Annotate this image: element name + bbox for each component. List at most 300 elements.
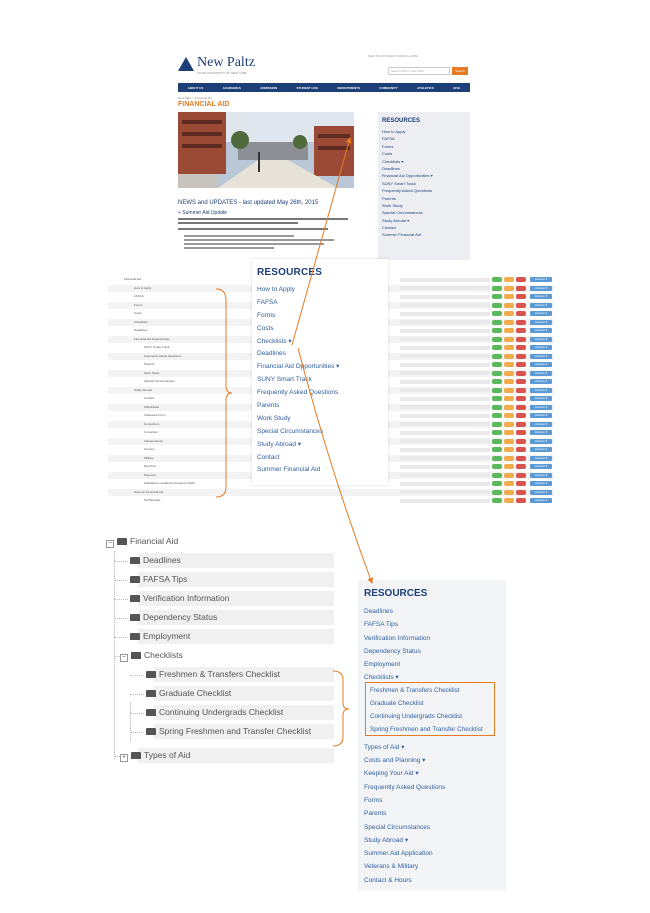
cms-row-label: Checklists <box>134 319 148 324</box>
tree-row[interactable] <box>92 627 334 646</box>
cms-row-bar <box>400 482 490 486</box>
cms-row-bar <box>400 414 490 418</box>
tree-row[interactable] <box>92 608 334 627</box>
actions-button[interactable]: Actions ▾ <box>530 405 552 410</box>
delete-button[interactable] <box>516 464 526 469</box>
folder-open-icon <box>131 652 141 659</box>
resource-link[interactable]: Study Abroad ▾ <box>257 440 302 448</box>
tree-label <box>146 703 283 722</box>
actions-button[interactable]: Actions ▾ <box>530 464 552 469</box>
news-text-line <box>178 228 328 230</box>
tree-label-text: Spring Freshmen and Transfer Checklist <box>159 726 312 736</box>
resource-link[interactable]: Work Study <box>257 414 291 422</box>
cms-row-bar <box>400 320 490 324</box>
tree-label <box>146 665 280 684</box>
tree-guide <box>130 732 144 733</box>
tree-row[interactable] <box>92 589 334 608</box>
actions-button[interactable]: Actions ▾ <box>530 362 552 367</box>
resource-link[interactable]: Forms <box>382 143 394 149</box>
resource-link[interactable]: How to Apply <box>257 286 295 293</box>
news-text-line <box>178 222 298 224</box>
resource-link[interactable]: Contact <box>382 225 396 231</box>
tree-label-text: Checklists <box>144 650 183 660</box>
nav-item[interactable]: ADMISSION <box>260 85 278 90</box>
edit-button[interactable] <box>504 354 514 359</box>
actions-button[interactable]: Actions ▾ <box>530 294 552 299</box>
cms-row-label: Net Price <box>144 464 157 468</box>
publish-button[interactable] <box>492 294 502 299</box>
tree-guide <box>130 675 144 676</box>
resource-link[interactable]: How to Apply <box>382 129 406 134</box>
tree-guide <box>114 561 128 562</box>
actions-button[interactable]: Actions ▾ <box>530 473 552 478</box>
cms-row-bar <box>400 329 490 333</box>
actions-button[interactable]: Actions ▾ <box>530 396 552 401</box>
cms-row-label: Costs <box>134 311 142 315</box>
edit-button[interactable] <box>504 379 514 384</box>
actions-button[interactable]: Actions ▾ <box>530 447 552 452</box>
news-text-line <box>184 247 274 249</box>
cms-row-bar <box>400 286 490 290</box>
tree-guide <box>114 599 128 600</box>
publish-button[interactable] <box>492 303 502 308</box>
cms-row-bar <box>400 473 490 477</box>
resource-link[interactable]: Summer Aid Application <box>364 850 433 858</box>
cms-row-label: Study Abroad <box>134 387 153 392</box>
cms-row-bar <box>400 397 490 401</box>
campus-photo <box>178 112 354 188</box>
resource-link[interactable]: Forms <box>364 796 383 804</box>
edit-button[interactable] <box>504 473 514 478</box>
publish-button[interactable] <box>492 481 502 486</box>
tree-label-text: Freshmen & Transfers Checklist <box>159 669 280 679</box>
resource-link[interactable]: Keeping Your Aid ▾ <box>364 770 419 778</box>
resource-link[interactable]: Summer Financial Aid <box>257 466 321 474</box>
edit-button[interactable] <box>504 286 514 291</box>
resource-link[interactable]: Frequently Asked Questions <box>382 188 433 194</box>
resource-link[interactable]: Parents <box>257 402 280 410</box>
delete-button[interactable] <box>516 498 526 503</box>
resource-link[interactable]: Work Study <box>382 202 403 208</box>
tree-row-child[interactable] <box>92 665 334 684</box>
tree-row[interactable] <box>92 551 334 570</box>
cms-row-bar <box>400 363 490 367</box>
edit-button[interactable] <box>504 413 514 418</box>
resource-link[interactable]: Contact <box>257 453 280 461</box>
cms-row-bar <box>400 422 490 426</box>
tree-label <box>120 746 190 765</box>
publish-button[interactable] <box>492 320 502 325</box>
tree-label <box>120 646 183 665</box>
resource-link[interactable]: FAFSA <box>257 298 278 306</box>
tree-label-text: Verification Information <box>143 593 230 603</box>
delete-button[interactable] <box>516 413 526 418</box>
actions-button[interactable]: Actions ▾ <box>530 422 552 427</box>
top-links[interactable]: NEW PALTZ DIRECTORIES ALUMNI <box>368 54 419 58</box>
folder-icon <box>146 728 156 735</box>
edit-button[interactable] <box>504 371 514 376</box>
actions-button[interactable]: Actions ▾ <box>530 388 552 393</box>
news-headline: NEWS and UPDATES - last updated May 26th, 2015 <box>178 200 319 206</box>
tree-label-text: Deadlines <box>143 555 181 565</box>
logo-subtitle: STATE UNIVERSITY OF NEW YORK <box>197 71 248 75</box>
edit-button[interactable] <box>504 328 514 333</box>
tree-label-text: Graduate Checklist <box>159 688 232 698</box>
tree-guide <box>130 694 144 695</box>
delete-button[interactable] <box>516 345 526 350</box>
submenu-link[interactable]: Graduate Checklist <box>370 700 424 707</box>
cms-row-label: Correction <box>144 430 158 434</box>
delete-button[interactable] <box>516 481 526 486</box>
news-text-line <box>184 235 294 237</box>
resource-link[interactable]: Checklists ▾ <box>382 158 404 164</box>
nav-item[interactable]: DEPARTMENTS <box>337 85 360 90</box>
tree-row-child[interactable] <box>92 722 334 741</box>
tree-row[interactable] <box>92 746 334 765</box>
folder-icon <box>130 595 140 602</box>
folder-icon <box>131 752 141 759</box>
actions-button[interactable]: Actions ▾ <box>530 345 552 350</box>
edit-button[interactable] <box>504 362 514 367</box>
folder-icon <box>130 633 140 640</box>
resource-link[interactable]: Study Abroad ▾ <box>364 836 409 844</box>
delete-button[interactable] <box>516 294 526 299</box>
logo-mark-icon <box>178 57 194 71</box>
delete-button[interactable] <box>516 396 526 401</box>
resource-link[interactable]: Deadlines <box>364 608 393 615</box>
site-search-input[interactable]: Search SUNY New Paltz <box>388 67 450 75</box>
edit-button[interactable] <box>504 456 514 461</box>
resource-link[interactable]: Financial Aid Opportunities ▾ <box>382 173 433 179</box>
publish-button[interactable] <box>492 464 502 469</box>
resource-link[interactable]: Deadlines <box>382 165 400 171</box>
news-text-line <box>178 218 348 220</box>
publish-button[interactable] <box>492 354 502 359</box>
delete-button[interactable] <box>516 303 526 308</box>
tree-row[interactable] <box>92 570 334 589</box>
breadcrumb[interactable]: New Paltz > Financial Aid <box>178 96 212 100</box>
delete-button[interactable] <box>516 456 526 461</box>
nav-item[interactable]: ACADEMICS <box>222 85 241 90</box>
actions-button[interactable]: Actions ▾ <box>530 379 552 384</box>
cms-row-bar <box>400 380 490 384</box>
page-title: FINANCIAL AID <box>178 101 230 108</box>
edit-button[interactable] <box>504 464 514 469</box>
publish-button[interactable] <box>492 379 502 384</box>
edit-button[interactable] <box>504 498 514 503</box>
edit-button[interactable] <box>504 430 514 435</box>
cms-row-label: Military <box>144 455 154 460</box>
cms-row-bar <box>400 439 490 443</box>
publish-button[interactable] <box>492 456 502 461</box>
actions-button[interactable]: Actions ▾ <box>530 430 552 435</box>
publish-button[interactable] <box>492 277 502 282</box>
resource-link[interactable]: Contact & Hours <box>364 876 412 884</box>
cms-row-bar <box>400 303 490 307</box>
resource-link[interactable]: Frequently Asked Questions <box>257 389 339 397</box>
tree-guide <box>114 580 128 581</box>
delete-button[interactable] <box>516 490 526 495</box>
actions-button[interactable]: Actions ▾ <box>530 328 552 333</box>
cms-row-bar <box>400 346 490 350</box>
cms-row-label: FAFSA <box>134 294 144 298</box>
delete-button[interactable] <box>516 439 526 444</box>
actions-button[interactable]: Actions ▾ <box>530 481 552 486</box>
publish-button[interactable] <box>492 311 502 316</box>
news-subhead[interactable]: + Summer Aid Update <box>178 210 228 216</box>
edit-button[interactable] <box>504 311 514 316</box>
publish-button[interactable] <box>492 498 502 503</box>
cms-row-label: Financial Aid Opportunities <box>134 336 170 341</box>
cms-row-label: Frequently Asked Questions <box>144 353 182 358</box>
site-tree-proposed <box>92 532 334 768</box>
resource-link[interactable]: Parents <box>382 195 396 201</box>
publish-button[interactable] <box>492 413 502 418</box>
delete-button[interactable] <box>516 430 526 435</box>
actions-button[interactable]: Actions ▾ <box>530 286 552 291</box>
collapse-icon[interactable]: − <box>121 654 127 661</box>
cms-row-bar <box>400 465 490 469</box>
submenu-link[interactable]: Spring Freshmen and Transfer Checklist <box>370 726 483 733</box>
publish-button[interactable] <box>492 328 502 333</box>
tree-label-text: Dependency Status <box>143 612 218 622</box>
edit-button[interactable] <box>504 294 514 299</box>
resource-link[interactable]: FAFSA Tips <box>364 621 398 629</box>
tree-label <box>130 551 181 570</box>
tree-row-child[interactable] <box>92 684 334 703</box>
resource-link[interactable]: SUNY Smart Track <box>382 180 416 186</box>
cms-row-label: Literacy <box>144 447 155 451</box>
resource-link[interactable]: Special Circumstances <box>364 823 431 831</box>
tree-label-text: Financial Aid <box>130 536 179 546</box>
tree-row-child[interactable] <box>92 703 334 722</box>
folder-open-icon <box>117 538 127 545</box>
actions-button[interactable]: Actions ▾ <box>530 303 552 308</box>
cms-row-bar <box>400 354 490 358</box>
tree-label <box>130 570 187 589</box>
delete-button[interactable] <box>516 311 526 316</box>
resource-link[interactable]: Special Circumstances <box>257 427 324 435</box>
publish-button[interactable] <box>492 345 502 350</box>
resource-link-checklists[interactable]: Checklists ▾ <box>364 674 399 682</box>
nav-item[interactable]: STUDENT LIFE <box>296 85 318 90</box>
tree-label <box>130 589 229 608</box>
delete-button[interactable] <box>516 422 526 427</box>
site-resources-sidebar <box>378 112 470 260</box>
actions-button[interactable]: Actions ▾ <box>530 311 552 316</box>
folder-icon <box>146 671 156 678</box>
delete-button[interactable] <box>516 473 526 478</box>
tree-row-root[interactable] <box>92 532 334 551</box>
cms-row-bar <box>400 295 490 299</box>
cms-row-bar <box>400 312 490 316</box>
publish-button[interactable] <box>492 422 502 427</box>
publish-button[interactable] <box>492 337 502 342</box>
actions-button[interactable]: Actions ▾ <box>530 456 552 461</box>
nav-item[interactable]: COMMUNITY <box>379 85 398 90</box>
publish-button[interactable] <box>492 439 502 444</box>
resource-link[interactable]: Deadlines <box>257 350 286 358</box>
delete-button[interactable] <box>516 447 526 452</box>
edit-button[interactable] <box>504 490 514 495</box>
cms-row-bar <box>400 371 490 375</box>
resources-title: RESOURCES <box>257 267 323 278</box>
cms-row-label: Satisfactory Academic Progress (SAP) <box>144 481 196 485</box>
edit-button[interactable] <box>504 405 514 410</box>
delete-button[interactable] <box>516 371 526 376</box>
cms-row-label: Financial Aid <box>124 277 142 281</box>
cms-row[interactable] <box>108 497 554 504</box>
resource-link[interactable]: SUNY Smart Track <box>257 376 312 384</box>
nav-item[interactable]: GIVE <box>453 85 461 90</box>
edit-button[interactable] <box>504 388 514 393</box>
actions-button[interactable]: Actions ▾ <box>530 490 552 495</box>
cms-row-label: Tax Benefits <box>144 498 161 502</box>
resource-link[interactable]: Employment <box>364 661 401 669</box>
website-screenshot <box>178 50 470 260</box>
publish-button[interactable] <box>492 447 502 452</box>
brace-icon <box>333 671 349 746</box>
edit-button[interactable] <box>504 303 514 308</box>
delete-button[interactable] <box>516 354 526 359</box>
resource-link[interactable]: Costs and Planning ▾ <box>364 757 426 765</box>
folder-icon <box>130 576 140 583</box>
resources-menu-current <box>252 259 388 485</box>
edit-button[interactable] <box>504 396 514 401</box>
tree-label <box>130 627 190 646</box>
edit-button[interactable] <box>504 337 514 342</box>
actions-button[interactable]: Actions ▾ <box>530 337 552 342</box>
news-text-line <box>184 239 334 241</box>
tree-label <box>106 532 178 551</box>
resource-link[interactable]: Study Abroad ▾ <box>382 217 410 223</box>
cms-row-bar <box>400 388 490 392</box>
tree-label <box>130 608 217 627</box>
edit-button[interactable] <box>504 447 514 452</box>
publish-button[interactable] <box>492 490 502 495</box>
delete-button[interactable] <box>516 328 526 333</box>
tree-label-text: Employment <box>143 631 191 641</box>
new-paltz-logo[interactable] <box>178 55 278 77</box>
edit-button[interactable] <box>504 481 514 486</box>
delete-button[interactable] <box>516 286 526 291</box>
cms-row-bar <box>400 490 490 494</box>
publish-button[interactable] <box>492 388 502 393</box>
delete-button[interactable] <box>516 405 526 410</box>
delete-button[interactable] <box>516 277 526 282</box>
tree-label-text: FAFSA Tips <box>143 574 188 584</box>
actions-button[interactable]: Actions ▾ <box>530 320 552 325</box>
resource-link[interactable]: Costs <box>382 151 393 157</box>
resource-link[interactable]: Frequently Asked Questions <box>364 783 446 791</box>
publish-button[interactable] <box>492 362 502 367</box>
cms-row-label: Independence <box>144 438 164 443</box>
expand-icon[interactable]: + <box>121 754 127 761</box>
cms-row-bar <box>400 431 490 435</box>
delete-button[interactable] <box>516 337 526 342</box>
cms-row-bar <box>400 405 490 409</box>
publish-button[interactable] <box>492 371 502 376</box>
folder-icon <box>130 557 140 564</box>
actions-button[interactable]: Actions ▾ <box>530 277 552 282</box>
delete-button[interactable] <box>516 362 526 367</box>
actions-button[interactable]: Actions ▾ <box>530 371 552 376</box>
cms-row-bar <box>400 337 490 341</box>
cms-row-label: Clearance Form <box>144 413 166 417</box>
resource-link[interactable]: Costs <box>257 324 274 332</box>
cms-row-bar <box>400 278 490 282</box>
nav-item[interactable]: ABOUT US <box>187 85 204 90</box>
delete-button[interactable] <box>516 320 526 325</box>
cms-row-label: Withdrawal <box>144 404 159 409</box>
tree-label-text: Continuing Undergrads Checklist <box>159 707 284 717</box>
site-search-button[interactable]: Search <box>452 67 468 75</box>
folder-icon <box>146 690 156 697</box>
tree-guide <box>130 713 144 714</box>
logo-text: New Paltz <box>197 55 255 70</box>
main-nav <box>178 83 470 92</box>
actions-button[interactable]: Actions ▾ <box>530 413 552 418</box>
resource-link[interactable]: Veterans & Military <box>364 863 419 871</box>
resource-link[interactable]: Types of Aid ▾ <box>364 743 405 751</box>
edit-button[interactable] <box>504 439 514 444</box>
cms-row-label: Parents <box>144 362 155 366</box>
edit-button[interactable] <box>504 320 514 325</box>
resource-link[interactable]: Verification Information <box>364 634 431 642</box>
cms-row-label: Work Study <box>144 370 160 375</box>
tree-row-checklists[interactable] <box>92 646 334 665</box>
tree-label <box>146 684 231 703</box>
cms-row-bar <box>400 499 490 503</box>
actions-button[interactable]: Actions ▾ <box>530 498 552 503</box>
publish-button[interactable] <box>492 396 502 401</box>
tree-label-text: Types of Aid <box>144 750 191 760</box>
actions-button[interactable]: Actions ▾ <box>530 439 552 444</box>
resource-link[interactable]: Special Circumstances <box>382 210 423 216</box>
publish-button[interactable] <box>492 405 502 410</box>
resource-link-checklists[interactable]: Checklists ▾ <box>257 337 292 345</box>
resource-link[interactable]: Forms <box>257 311 276 319</box>
actions-button[interactable]: Actions ▾ <box>530 354 552 359</box>
delete-button[interactable] <box>516 388 526 393</box>
resource-link[interactable]: Summer Financial Aid <box>382 232 421 238</box>
submenu-link[interactable]: Continuing Undergrads Checklist <box>370 713 463 720</box>
resources-title: RESOURCES <box>382 118 421 124</box>
publish-button[interactable] <box>492 286 502 291</box>
resource-link[interactable]: Parents <box>364 810 387 818</box>
edit-button[interactable] <box>504 422 514 427</box>
collapse-icon[interactable]: − <box>107 540 113 547</box>
cms-row-label: Deadlines <box>134 328 148 332</box>
publish-button[interactable] <box>492 473 502 478</box>
cms-row-label: How to Apply <box>134 285 152 290</box>
cms-row[interactable] <box>108 489 554 496</box>
edit-button[interactable] <box>504 345 514 350</box>
resource-link[interactable]: Dependency Status <box>364 647 421 655</box>
nav-item[interactable]: ATHLETICS <box>417 85 434 90</box>
news-text-line <box>184 243 324 245</box>
delete-button[interactable] <box>516 379 526 384</box>
tree-guide <box>114 637 128 638</box>
resource-link[interactable]: FAFSA <box>382 136 395 142</box>
tree-label <box>146 722 311 741</box>
cms-row-bar <box>400 456 490 460</box>
publish-button[interactable] <box>492 430 502 435</box>
cms-row-label: Summer Financial Aid <box>134 489 164 494</box>
submenu-link[interactable]: Freshmen & Transfers Checklist <box>370 687 460 694</box>
resource-link[interactable]: Financial Aid Opportunities ▾ <box>257 363 340 371</box>
edit-button[interactable] <box>504 277 514 282</box>
